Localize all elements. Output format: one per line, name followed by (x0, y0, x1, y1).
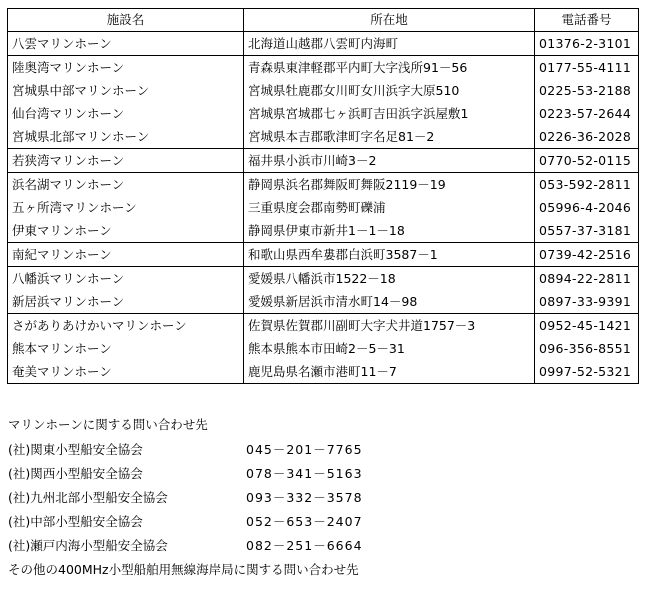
address-cell: 鹿児島県名瀬市港町11－7 (244, 360, 535, 384)
contact-phone: 082－251－6664 (246, 538, 363, 553)
phone-cell: 0770-52-0115 (535, 149, 639, 173)
address-cell: 静岡県浜名郡舞阪町舞阪2119－19 (244, 173, 535, 197)
table-row (8, 32, 639, 56)
phone-cell: 096-356-8551 (535, 337, 639, 360)
table-row (8, 125, 639, 149)
table-row (8, 337, 639, 360)
table-row (8, 219, 639, 243)
table-row (8, 314, 639, 338)
contact-phone: 045－201－7765 (246, 442, 363, 457)
contact-phone: 093－332－3578 (246, 490, 363, 505)
facility-name-cell: 宮城県中部マリンホーン (8, 79, 244, 102)
phone-cell: 0952-45-1421 (535, 314, 639, 338)
address-cell: 宮城県宮城郡七ヶ浜町吉田浜字浜屋敷1 (244, 102, 535, 125)
address-cell: 和歌山県西牟婁郡白浜町3587－1 (244, 243, 535, 267)
facility-table (7, 8, 639, 384)
address-cell: 愛媛県新居浜市清水町14－98 (244, 290, 535, 314)
header-phone: 電話番号 (535, 9, 639, 32)
contact-phone: 078－341－5163 (246, 466, 363, 481)
address-cell: 佐賀県佐賀郡川副町大字犬井道1757－3 (244, 314, 535, 338)
table-row (8, 290, 639, 314)
phone-cell: 0225-53-2188 (535, 79, 639, 102)
facility-name-cell: 奄美マリンホーン (8, 360, 244, 384)
address-cell: 三重県度会郡南勢町礫浦 (244, 196, 535, 219)
table-row (8, 149, 639, 173)
facility-name-cell: 八幡浜マリンホーン (8, 267, 244, 291)
phone-cell: 0557-37-3181 (535, 219, 639, 243)
footer-note: その他の400MHz小型船舶用無線海岸局に関する問い合わせ先 (8, 562, 359, 577)
table-row (8, 196, 639, 219)
address-cell: 北海道山越郡八雲町内海町 (244, 32, 535, 56)
table-row (8, 243, 639, 267)
facility-name-cell: 浜名湖マリンホーン (8, 173, 244, 197)
phone-cell: 0897-33-9391 (535, 290, 639, 314)
contact-organization: (社)関西小型船安全協会 (8, 466, 143, 481)
phone-cell: 0894-22-2811 (535, 267, 639, 291)
facility-name-cell: さがありあけかいマリンホーン (8, 314, 244, 338)
contact-organization: (社)関東小型船安全協会 (8, 442, 143, 457)
phone-cell: 0223-57-2644 (535, 102, 639, 125)
facility-name-cell: 熊本マリンホーン (8, 337, 244, 360)
contact-organization: (社)九州北部小型船安全協会 (8, 490, 168, 505)
address-cell: 青森県東津軽郡平内町大字浅所91－56 (244, 56, 535, 80)
facility-name-cell: 新居浜マリンホーン (8, 290, 244, 314)
address-cell: 宮城県本吉郡歌津町字名足81－2 (244, 125, 535, 149)
phone-cell: 05996-4-2046 (535, 196, 639, 219)
table-row (8, 173, 639, 197)
table-row (8, 267, 639, 291)
phone-cell: 0997-52-5321 (535, 360, 639, 384)
contact-organization: (社)瀬戸内海小型船安全協会 (8, 538, 168, 553)
facility-name-cell: 五ヶ所湾マリンホーン (8, 196, 244, 219)
phone-cell: 0177-55-4111 (535, 56, 639, 80)
facility-name-cell: 若狭湾マリンホーン (8, 149, 244, 173)
address-cell: 宮城県牡鹿郡女川町女川浜字大原510 (244, 79, 535, 102)
facility-name-cell: 仙台湾マリンホーン (8, 102, 244, 125)
table-row (8, 56, 639, 80)
facility-name-cell: 陸奥湾マリンホーン (8, 56, 244, 80)
header-address: 所在地 (244, 9, 535, 32)
phone-cell: 01376-2-3101 (535, 32, 639, 56)
contact-phone: 052－653－2407 (246, 514, 363, 529)
address-cell: 熊本県熊本市田崎2－5－31 (244, 337, 535, 360)
phone-cell: 0226-36-2028 (535, 125, 639, 149)
address-cell: 静岡県伊東市新井1－1－18 (244, 219, 535, 243)
facility-name-cell: 南紀マリンホーン (8, 243, 244, 267)
table-row (8, 79, 639, 102)
facility-name-cell: 八雲マリンホーン (8, 32, 244, 56)
facility-name-cell: 宮城県北部マリンホーン (8, 125, 244, 149)
table-row (8, 102, 639, 125)
facility-name-cell: 伊東マリンホーン (8, 219, 244, 243)
contact-section-title: マリンホーンに関する問い合わせ先 (8, 417, 208, 432)
phone-cell: 0739-42-2516 (535, 243, 639, 267)
contact-organization: (社)中部小型船安全協会 (8, 514, 143, 529)
address-cell: 愛媛県八幡浜市1522－18 (244, 267, 535, 291)
phone-cell: 053-592-2811 (535, 173, 639, 197)
table-row (8, 360, 639, 384)
header-facility-name: 施設名 (8, 9, 244, 32)
address-cell: 福井県小浜市川崎3－2 (244, 149, 535, 173)
table-header-row (8, 9, 639, 32)
